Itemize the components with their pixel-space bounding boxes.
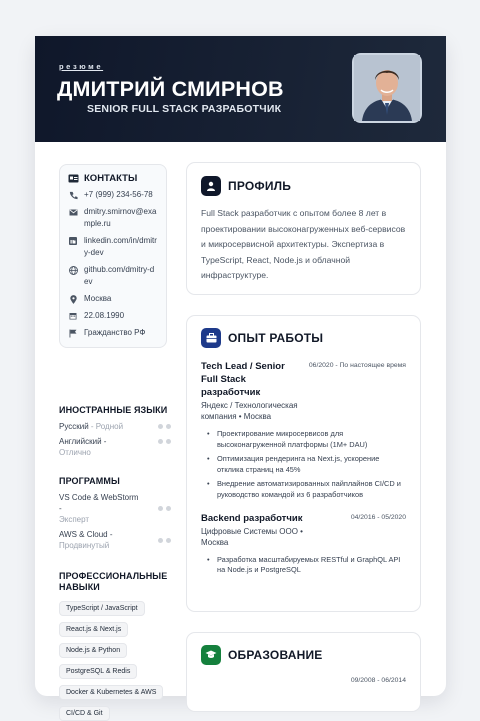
contact-birthdate: 22.08.1990 [68, 310, 158, 322]
program-level-dots [158, 529, 171, 543]
job-bullet: • Проектирование микросервисов для высоконагруженной платформы (1M+ DAU) [207, 429, 368, 449]
contacts-title [68, 173, 158, 184]
resume-tag: резюме [59, 62, 104, 71]
education-section [186, 632, 421, 712]
phone-icon [68, 189, 78, 201]
contact-github[interactable]: github.com/dmitry-dev [68, 264, 158, 288]
skill-tag: CI/CD & Git [59, 706, 110, 721]
skills-section [59, 571, 171, 721]
skill-tag: Node.js & Python [59, 643, 127, 658]
resume-card [35, 36, 446, 717]
programs-title: ПРОГРАММЫ [59, 476, 120, 486]
location-icon [68, 293, 78, 305]
language-level-dots [158, 421, 171, 429]
program-level-dots [158, 492, 171, 511]
profile-photo [352, 53, 422, 123]
job-title: Tech Lead / Senior Full Stack разработчик [201, 361, 285, 398]
candidate-name: ДМИТРИЙ СМИРНОВ [57, 77, 284, 101]
profile-section [186, 162, 421, 295]
experience-heading: ОПЫТ РАБОТЫ [201, 328, 406, 348]
job-title: Backend разработчик [201, 512, 303, 524]
experience-section [186, 315, 421, 612]
calendar-icon [68, 310, 78, 322]
education-dates: 09/2008 - 06/2014 [350, 677, 406, 684]
skill-tag: React.js & Next.js [59, 622, 128, 637]
job-bullet: • Разработка масштабируемых RESTful и GraphQL API на Node.js и PostgreSQL [207, 554, 401, 575]
job-bullets [201, 555, 406, 576]
program-item: AWS & Cloud - Продвинутый [59, 529, 171, 551]
contact-email[interactable]: dmitry.smirnov@example.ru [68, 206, 158, 230]
job-company: Цифровые Системы ООО • Москва [201, 526, 303, 547]
language-level-dots [158, 436, 171, 444]
job-entry [201, 360, 406, 501]
sidebar [35, 142, 175, 717]
contact-linkedin[interactable]: linkedin.com/in/dmitry-dev [68, 235, 158, 259]
job-company: Яндекс / Технологическая компания • Москва [201, 401, 298, 421]
job-bullet: • Внедрение автоматизированных пайплайнов CI/CD и руководство командой из 6 разработчиков [207, 479, 401, 499]
user-icon [201, 176, 221, 196]
profile-summary: Full Stack разработчик с опытом более 8 лет в проектировании высоконагруженных веб-сервисов и микросервисной архитектуры. Экспертиза в TypeScript, React, Node.js и облачной инфраструктуре. [201, 208, 406, 280]
flag-icon [68, 327, 78, 339]
resume-header [35, 36, 446, 142]
job-bullets [201, 429, 406, 501]
portrait-image [354, 55, 420, 121]
globe-icon [68, 264, 78, 276]
program-item: VS Code & WebStorm - Эксперт [59, 492, 171, 525]
job-dates: 06/2020 - По настоящее время [308, 362, 406, 369]
briefcase-icon [201, 328, 221, 348]
skill-tag: TypeScript / JavaScript [59, 601, 145, 616]
job-entry [201, 512, 406, 576]
contacts-title-label: КОНТАКТЫ [84, 173, 138, 184]
programs-section [59, 476, 171, 551]
skill-tag: PostgreSQL & Redis [59, 664, 137, 679]
contact-location: Москва [68, 293, 158, 305]
contact-phone[interactable]: +7 (999) 234-56-78 [68, 189, 158, 201]
job-bullet: • Оптимизация рендеринга на Next.js, ускорение отклика страниц на 45% [207, 454, 380, 474]
language-item: Английский - Отлично [59, 436, 171, 458]
candidate-role: SENIOR FULL STACK РАЗРАБОТЧИК [87, 103, 282, 115]
graduation-cap-icon [201, 645, 221, 665]
contact-citizenship: Гражданство РФ [68, 327, 158, 339]
skill-tag: Docker & Kubernetes & AWS [59, 685, 163, 700]
contacts-box [59, 164, 167, 348]
linkedin-icon [68, 235, 78, 247]
education-heading: ОБРАЗОВАНИЕ [201, 645, 406, 665]
contact-card-icon [68, 174, 79, 183]
language-item: Русский - Родной [59, 421, 171, 432]
skills-title: ПРОФЕССИОНАЛЬНЫЕ НАВЫКИ [59, 571, 168, 592]
languages-section [59, 405, 171, 458]
languages-title: ИНОСТРАННЫЕ ЯЗЫКИ [59, 405, 168, 415]
education-title-cut [201, 675, 261, 683]
profile-heading: ПРОФИЛЬ [201, 176, 406, 196]
email-icon [68, 206, 78, 218]
job-dates: 04/2016 - 05/2020 [350, 513, 406, 521]
